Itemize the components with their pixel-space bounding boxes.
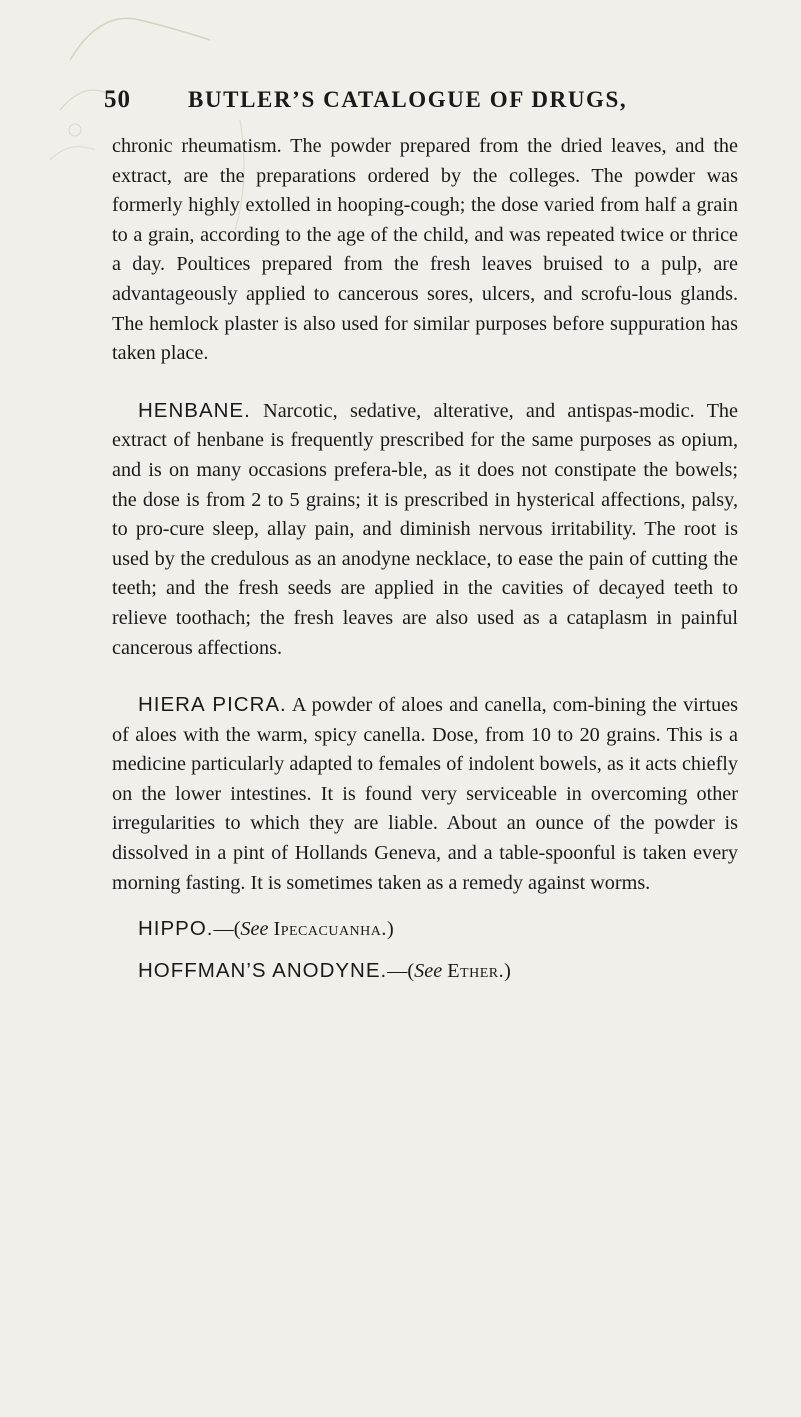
xref-close-hippo: ) [386,918,394,941]
xref-open-hoffmans: —( [387,959,415,982]
entry-term-henbane: HENBANE. [138,398,251,422]
page-header [104,86,744,126]
xref-open-hippo: —( [213,918,241,941]
entry-term-hoffmans-anodyne: HOFFMAN’S ANODYNE. [138,958,388,982]
entry-term-hippo: HIPPO. [138,917,214,941]
xref-close-hoffmans: ) [504,959,511,982]
body-text [112,132,738,986]
entry-hoffmans-anodyne [112,956,738,987]
entry-henbane [112,396,738,663]
entry-text-hiera-picra: A powder of aloes and canella, com-bining the virtues of aloes with the warm, spicy canella. Dose, from 10 to 20 grains. This is a medicine particularly adapted to females of indolent bowels, as it acts chiefly on the lower intestines. It is found very serviceable in overcoming other irregularities to which they are liable. About an ounce of the powder is dissolved in a pint of Hollands Geneva, and a table-spoonful is taken every morning fasting. It is sometimes taken as a remedy against worms. [112,694,739,894]
xref-see-hoffmans: See [414,959,443,982]
entry-hiera-picra [112,690,738,898]
xref-target-hoffmans: Ether. [447,959,505,982]
xref-target-hippo: Ipecacuanha. [273,918,387,941]
running-head: BUTLER’S CATALOGUE OF DRUGS, [188,87,628,112]
continuation-paragraph: chronic rheumatism. The powder prepared from the dried leaves, and the extract, are the preparations ordered by the colleges. The powder was formerly highly extolled in hooping-cough; the dose varied from half a grain to a grain, according to the age of the child, and was repeated twice or thrice a day. Poultices prepared from the fresh leaves bruised to a pulp, are advantageously applied to cancerous sores, ulcers, and scrofu-lous glands. The hemlock plaster is also used for similar purposes before suppuration has taken place. [112,135,738,365]
entry-hippo [112,914,738,945]
xref-see-hippo: See [240,918,269,941]
page-number: 50 [104,86,131,113]
entry-text-henbane: Narcotic, sedative, alterative, and antispas-modic. The extract of henbane is frequently prescribed for the same purposes as opium, and is on many occasions prefera-ble, as it does not constipate the bowels; the dose is from 2 to 5 grains; it is prescribed in hysterical affections, palsy, to pro-cure sleep, allay pain, and diminish nervous irritability. The root is used by the credulous as an anodyne necklace, to ease the pain of cutting the teeth; and the fresh seeds are applied in the cavities of decayed teeth to relieve toothach; the fresh leaves are also used as a cataplasm in painful cancerous affections. [112,399,738,659]
entry-term-hiera-picra: HIERA PICRA. [138,693,287,717]
